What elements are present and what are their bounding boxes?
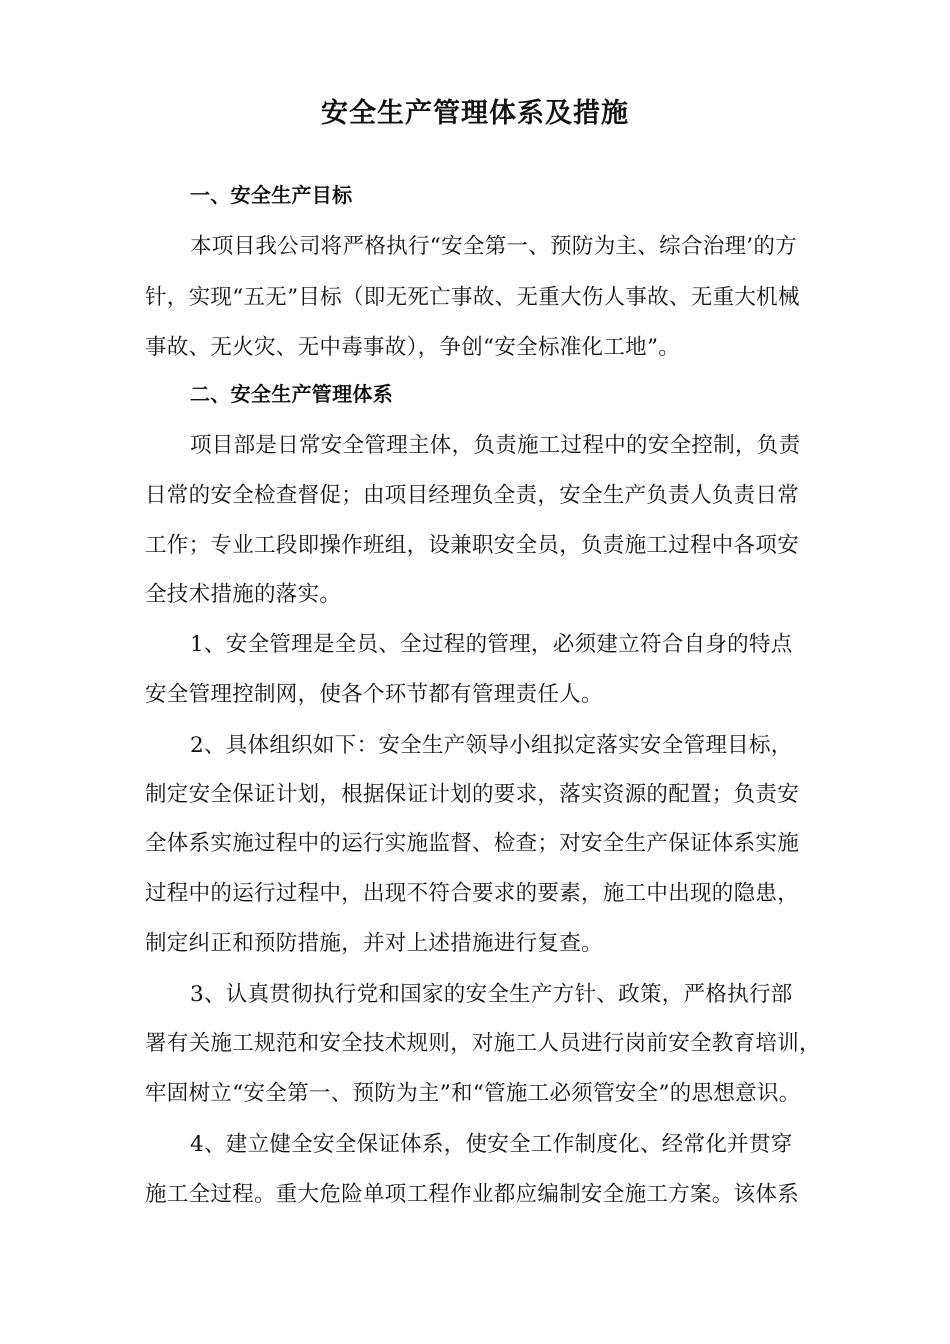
paragraph-line: 3、认真贯彻执行党和国家的安全生产方针、政策，严格执行部 (190, 982, 793, 1007)
document-title: 安全生产管理体系及措施 (321, 98, 629, 129)
paragraph-line: 项目部是日常安全管理主体，负责施工过程中的安全控制，负责 (190, 433, 801, 458)
paragraph-line: 署有关施工规范和安全技术规则，对施工人员进行岗前安全教育培训， (145, 1031, 821, 1056)
paragraph-line: 制定纠正和预防措施，并对上述措施进行复查。 (145, 931, 603, 956)
paragraph-line: 安全管理控制网，使各个环节都有管理责任人。 (145, 682, 603, 707)
section-heading-management-system: 二、安全生产管理体系 (190, 382, 393, 406)
paragraph-line: 本项目我公司将严格执行“安全第一、预防为主、综合治理’的方 (190, 234, 798, 259)
paragraph-line: 工作；专业工段即操作班组，设兼职安全员，负责施工过程中各项安 (145, 533, 800, 558)
paragraph-line: 全技术措施的落实。 (145, 582, 342, 607)
paragraph-line: 针，实现“五无”目标（即无死亡事故、无重大伤人事故、无重大机械 (145, 285, 800, 310)
section-heading-safety-goal: 一、安全生产目标 (190, 183, 353, 207)
paragraph-line: 4、建立健全安全保证体系，使安全工作制度化、经常化并贯穿 (190, 1132, 793, 1157)
paragraph-line: 2、具体组织如下：安全生产领导小组拟定落实安全管理目标， (190, 733, 793, 758)
paragraph-line: 施工全过程。重大危险单项工程作业都应编制安全施工方案。该体系 (145, 1182, 800, 1207)
paragraph-line: 日常的安全检查督促；由项目经理负全责，安全生产负责人负责日常 (145, 483, 800, 508)
paragraph-line: 牢固树立“安全第一、预防为主”和“管施工必须管安全”的思想意识。 (145, 1081, 801, 1106)
paragraph-line: 制定安全保证计划，根据保证计划的要求，落实资源的配置；负责安 (145, 782, 800, 807)
paragraph-line: 全体系实施过程中的运行实施监督、检查；对安全生产保证体系实施 (145, 831, 800, 856)
paragraph-line: 过程中的运行过程中，出现不符合要求的要素，施工中出现的隐患， (145, 881, 800, 906)
paragraph-line: 1、安全管理是全员、全过程的管理，必须建立符合自身的特点 (190, 632, 793, 657)
paragraph-line: 事故、无火灾、无中毒事故），争创“安全标准化工地”。 (145, 335, 681, 360)
